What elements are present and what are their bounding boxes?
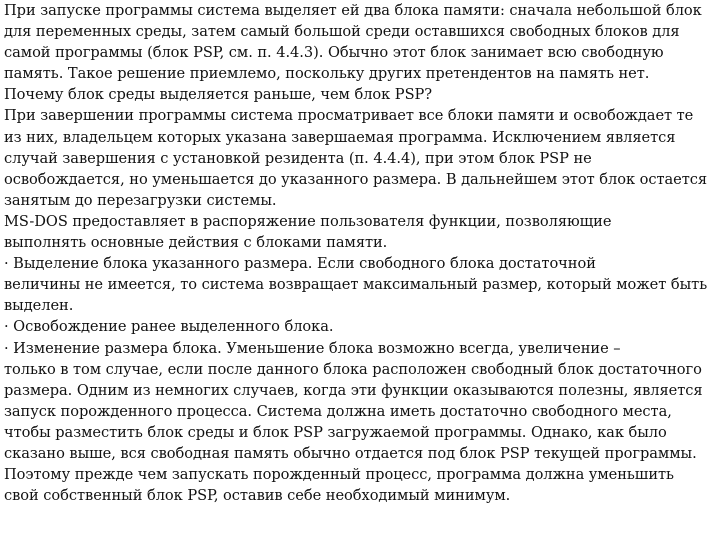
text-line: величины не имеется, то система возвращает максимальный размер, который может быть <box>4 276 708 294</box>
text-line: При завершении программы система просматривает все блоки памяти и освобождает те <box>4 107 694 125</box>
text-line: сказано выше, вся свободная память обычно отдается под блок PSP текущей программы. <box>4 444 697 462</box>
question-line: Почему блок среды выделяется раньше, чем блок PSP? <box>4 86 433 104</box>
bullet-item: · Освобождение ранее выделенного блока. <box>4 318 334 336</box>
text-line: выполнять основные действия с блоками памяти. <box>4 234 388 252</box>
text-line: свой собственный блок PSP, оставив себе необходимый минимум. <box>4 487 511 505</box>
text-line: самой программы (блок PSP, см. п. 4.4.3). Обычно этот блок занимает всю свободную <box>4 44 664 62</box>
text-line: чтобы разместить блок среды и блок PSP загружаемой программы. Однако, как было <box>4 423 667 441</box>
text-line: запуск порожденного процесса. Система должна иметь достаточно свободного места, <box>4 402 672 420</box>
text-line: только в том случае, если после данного блока расположен свободный блок достаточного <box>4 360 702 378</box>
text-line: выделен. <box>4 297 74 315</box>
bullet-item: · Выделение блока указанного размера. Если свободного блока достаточной <box>4 255 596 273</box>
document-body <box>4 0 716 506</box>
text-line: случай завершения с установкой резидента (п. 4.4.4), при этом блок PSP не <box>4 149 592 167</box>
text-line: из них, владельцем которых указана завершаемая программа. Исключением является <box>4 128 676 146</box>
text-line: MS-DOS предоставляет в распоряжение пользователя функции, позволяющие <box>4 212 612 230</box>
text-line: При запуске программы система выделяет ей два блока памяти: сначала небольшой блок <box>4 2 702 19</box>
text-line: Поэтому прежде чем запускать порожденный процесс, программа должна уменьшить <box>4 466 674 484</box>
text-line: освобождается, но уменьшается до указанного размера. В дальнейшем этот блок остается <box>4 170 708 188</box>
text-line: память. Такое решение приемлемо, поскольку других претендентов на память нет. <box>4 65 650 83</box>
bullet-item: · Изменение размера блока. Уменьшение блока возможно всегда, увеличение – <box>4 339 621 357</box>
text-line: занятым до перезагрузки системы. <box>4 191 277 209</box>
text-line: для переменных среды, затем самый большой среди оставшихся свободных блоков для <box>4 23 680 41</box>
text-line: размера. Одним из немногих случаев, когда эти функции оказываются полезны, является <box>4 381 703 399</box>
